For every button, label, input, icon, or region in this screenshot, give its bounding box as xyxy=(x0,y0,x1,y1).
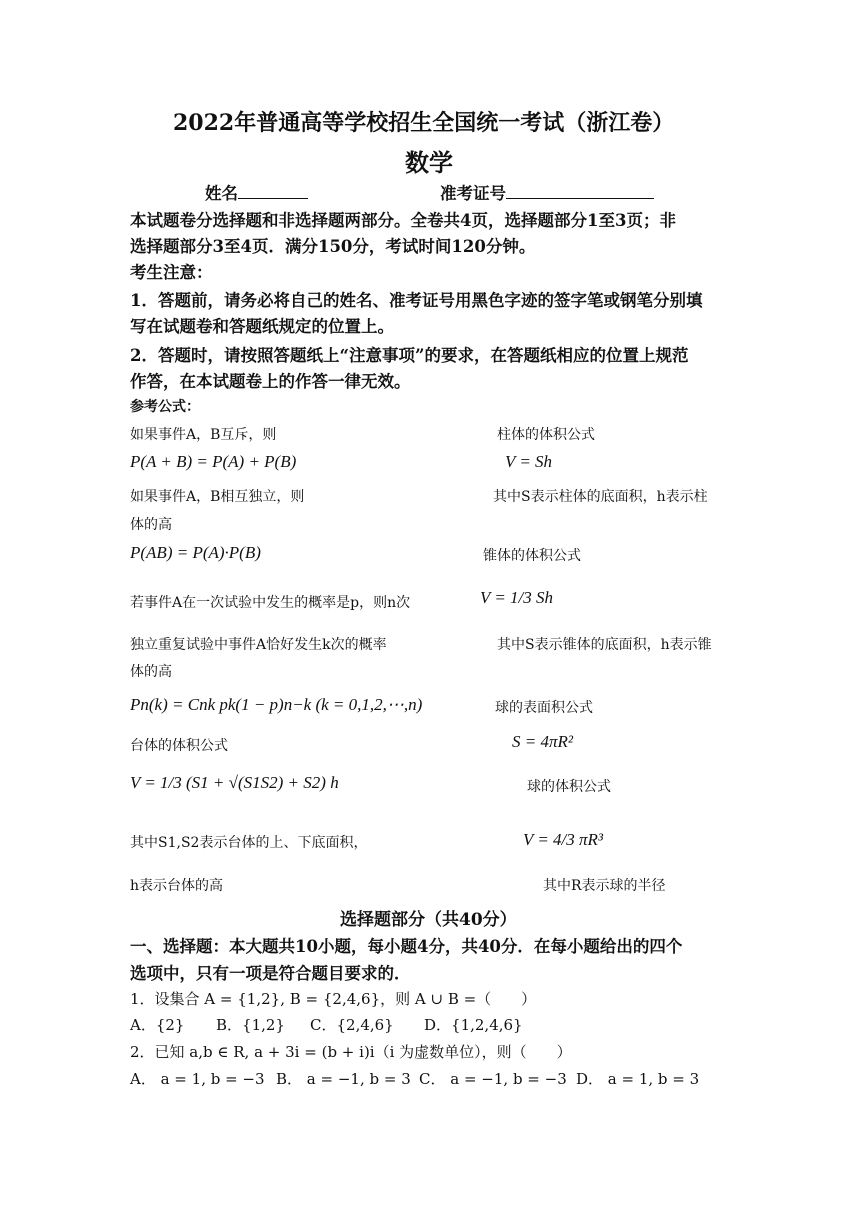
formula-title: 参考公式： xyxy=(130,399,200,415)
frustum-formula: V = 1/3 (S1 + √(S1S2) + S2) h xyxy=(130,773,339,792)
q1-option-a: A．{2} xyxy=(130,1016,185,1034)
cone-label: 锥体的体积公式 xyxy=(483,548,581,564)
binomial-formula: Pn(k) = Cnk pk(1 − p)n−k (k = 0,1,2,⋯,n) xyxy=(130,695,423,714)
cone-formula: V = 1/3 Sh xyxy=(480,588,554,607)
prism-formula: V = Sh xyxy=(505,452,553,471)
intro-line-2: 选择题部分3至4页．满分150分，考试时间120分钟。 xyxy=(130,237,536,256)
notice-2a: 2．答题时，请按照答题纸上“注意事项”的要求，在答题纸相应的位置上规范 xyxy=(130,346,689,365)
sphere-area-formula: S = 4πR² xyxy=(512,732,573,751)
notice-1a: 1．答题前，请务必将自己的姓名、准考证号用黑色字迹的签字笔或钢笔分别填 xyxy=(130,291,703,310)
indep-label: 如果事件A，B相互独立，则 xyxy=(130,489,305,505)
prob-label-2: 独立重复试验中事件A恰好发生k次的概率 xyxy=(130,637,387,653)
prism-note-2: 体的高 xyxy=(130,517,172,533)
mutex-formula: P(A + B) = P(A) + P(B) xyxy=(130,452,297,471)
q2-option-b: B． a = −1, b = 3 xyxy=(276,1070,411,1088)
section-title: 选择题部分（共40分） xyxy=(340,910,517,930)
sphere-volume-formula: V = 4/3 πR³ xyxy=(523,830,604,849)
id-field xyxy=(440,180,654,204)
prism-label: 柱体的体积公式 xyxy=(497,427,595,443)
indep-formula: P(AB) = P(A)·P(B) xyxy=(130,543,261,562)
frustum-height-note: h表示台体的高 xyxy=(130,878,224,894)
q1-option-d: D．{1,2,4,6} xyxy=(424,1016,523,1034)
prob-label-1: 若事件A在一次试验中发生的概率是p，则n次 xyxy=(130,595,411,611)
section-desc-2: 选项中，只有一项是符合题目要求的． xyxy=(130,964,411,983)
cone-note-1: 其中S表示锥体的底面积，h表示锥 xyxy=(497,637,712,653)
id-label: 准考证号 xyxy=(440,184,506,203)
notice-2b: 作答，在本试题卷上的作答一律无效。 xyxy=(130,372,411,391)
q2-option-a: A． a = 1, b = −3 xyxy=(130,1070,265,1088)
question-1-stem: 1．设集合 A = {1,2}, B = {2,4,6}，则 A ∪ B =（ ） xyxy=(130,990,537,1008)
section-desc-1: 一、选择题：本大题共10小题，每小题4分，共40分．在每小题给出的四个 xyxy=(130,937,683,956)
name-blank xyxy=(238,182,308,199)
sphere-note: 其中R表示球的半径 xyxy=(543,878,666,894)
subject-title: 数学 xyxy=(405,148,453,177)
frustum-note: 其中S1,S2表示台体的上、下底面积， xyxy=(130,835,368,851)
q2-option-c: C． a = −1, b = −3 xyxy=(419,1070,567,1088)
frustum-label: 台体的体积公式 xyxy=(130,738,228,754)
id-blank xyxy=(506,182,654,199)
exam-title: 2022年普通高等学校招生全国统一考试（浙江卷） xyxy=(173,110,675,136)
name-field xyxy=(205,180,308,204)
prism-note-1: 其中S表示柱体的底面积，h表示柱 xyxy=(493,489,708,505)
name-label: 姓名 xyxy=(205,184,238,203)
notice-title: 考生注意： xyxy=(130,263,213,282)
q1-option-b: B．{1,2} xyxy=(216,1016,285,1034)
intro-line-1: 本试题卷分选择题和非选择题两部分。全卷共4页，选择题部分1至3页；非 xyxy=(130,211,676,230)
sphere-area-label: 球的表面积公式 xyxy=(495,700,593,716)
mutex-label: 如果事件A，B互斥，则 xyxy=(130,427,277,443)
sphere-volume-label: 球的体积公式 xyxy=(527,779,611,795)
q2-option-d: D． a = 1, b = 3 xyxy=(576,1070,700,1088)
q1-option-c: C．{2,4,6} xyxy=(310,1016,394,1034)
notice-1b: 写在试题卷和答题纸规定的位置上。 xyxy=(130,317,394,336)
question-2-stem: 2．已知 a,b ∈ R, a + 3i = (b + i)i（i 为虚数单位），则（ ） xyxy=(130,1043,572,1061)
cone-note-2: 体的高 xyxy=(130,664,172,680)
